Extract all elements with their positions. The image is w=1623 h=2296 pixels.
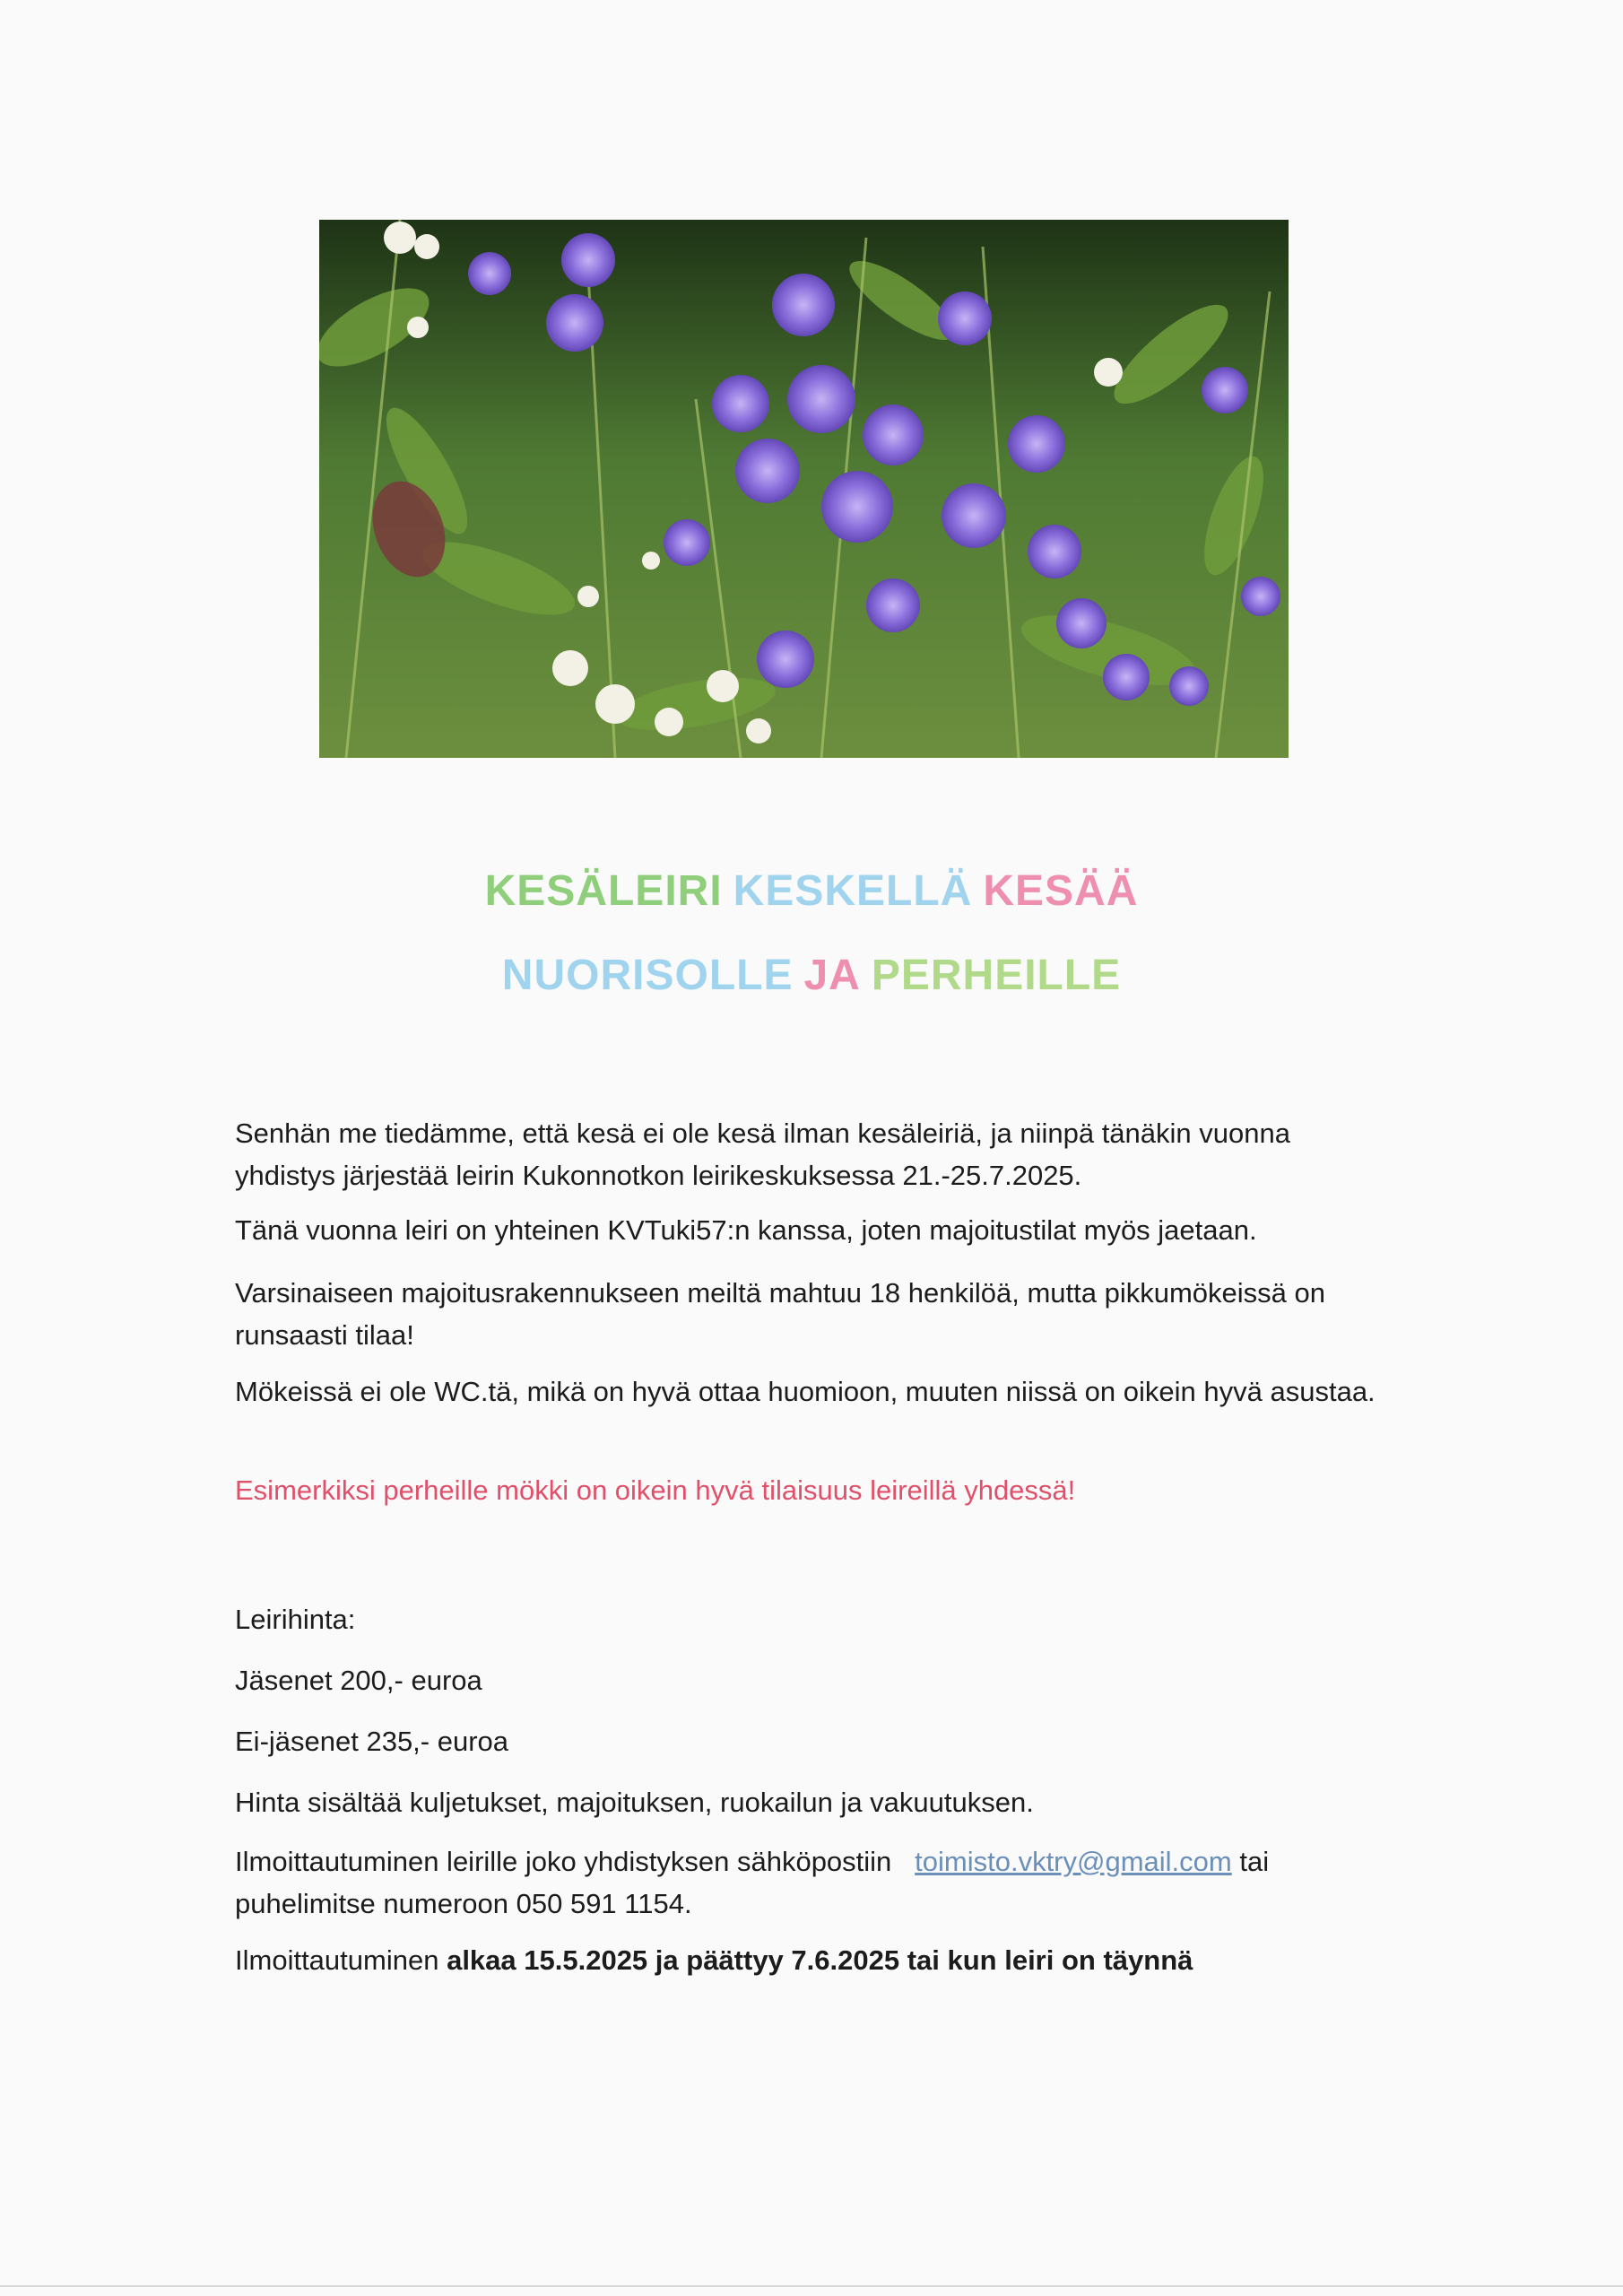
headline-line-2 (0, 951, 1623, 1000)
headline-line-1 (0, 866, 1623, 916)
headline-word: PERHEILLE (871, 952, 1122, 999)
price-label: Leirihinta: (235, 1604, 356, 1635)
signup-dates-bold: alkaa 15.5.2025 ja päättyy 7.6.2025 tai kun leiri on täynnä (447, 1944, 1193, 1976)
headline-word: KESÄÄ (983, 867, 1139, 915)
headline-word: NUORISOLLE (501, 952, 794, 999)
bellflower-meadow-photo (319, 220, 1289, 758)
headline-word: KESKELLÄ (733, 867, 973, 915)
price-includes: Hinta sisältää kuljetukset, majoituksen, ruokailun ja vakuutuksen. (235, 1787, 1034, 1818)
email-link[interactable]: toimisto.vktry@gmail.com (915, 1846, 1232, 1877)
signup-dates-prefix: Ilmoittautuminen (235, 1944, 439, 1976)
price-nonmembers: Ei-jäsenet 235,- euroa (235, 1726, 509, 1757)
families-highlight: Esimerkiksi perheille mökki on oikein hyvä tilaisuus leireillä yhdessä! (235, 1474, 1076, 1506)
accommodation-paragraph: Varsinaiseen majoitusrakennukseen meiltä mahtuu 18 henkilöä, mutta pikkumökeissä on runsaasti tilaa! (235, 1277, 1325, 1351)
headline-word: JA (803, 952, 861, 999)
signup-dates (235, 1939, 1392, 1981)
page-edge-line (0, 2285, 1623, 2287)
signup-paragraph (235, 1840, 1392, 1925)
signup-suffix: tai puhelimitse numeroon 050 591 1154. (235, 1846, 1270, 1919)
cabins-paragraph: Mökeissä ei ole WC.tä, mikä on hyvä ottaa huomioon, muuten niissä on oikein hyvä asustaa. (235, 1376, 1376, 1407)
shared-camp-paragraph: Tänä vuonna leiri on yhteinen KVTuki57:n kanssa, joten majoitustilat myös jaetaan. (235, 1214, 1257, 1246)
price-members: Jäsenet 200,- euroa (235, 1665, 482, 1696)
signup-prefix: Ilmoittautuminen leirille joko yhdistyksen sähköpostiin (235, 1846, 892, 1877)
headline-word: KESÄLEIRI (484, 867, 723, 915)
intro-paragraph: Senhän me tiedämme, että kesä ei ole kesä ilman kesäleiriä, ja niinpä tänäkin vuonna yhdistys järjestää leirin Kukonnotkon leirikeskuksessa 21.-25.7.2025. (235, 1118, 1290, 1191)
